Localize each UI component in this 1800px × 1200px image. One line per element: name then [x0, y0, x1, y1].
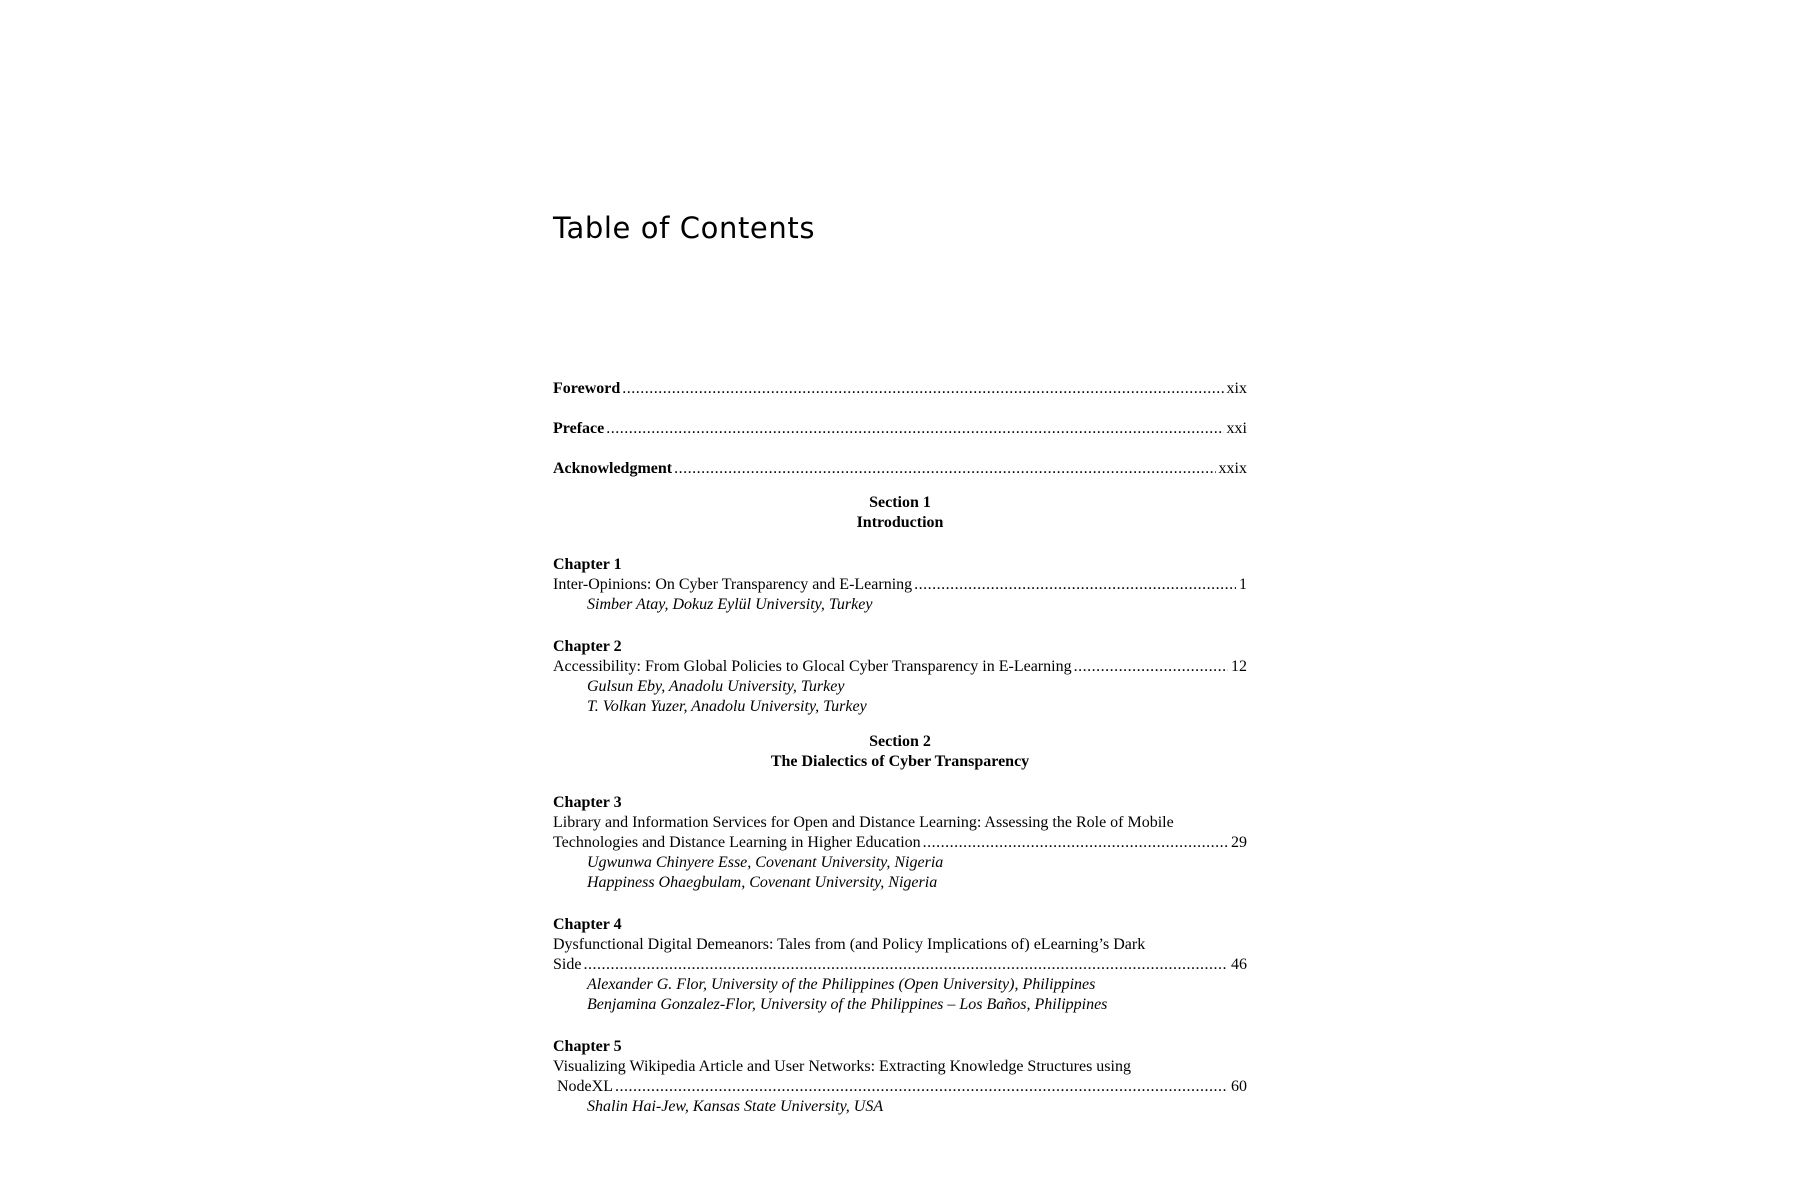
chapter-title-line — [553, 833, 1247, 853]
dot-leader — [583, 955, 1228, 975]
section-label: Section 2 — [869, 733, 931, 750]
toc-chapter-2[interactable] — [553, 637, 1247, 717]
chapter-label: Chapter 2 — [553, 638, 622, 655]
page-number: 12 — [1231, 658, 1247, 675]
section-title: The Dialectics of Cyber Transparency — [770, 753, 1030, 770]
chapter-title: Dysfunctional Digital Demeanors: Tales from (and Policy Implications of) eLearning’s Dark — [553, 936, 1146, 953]
dot-leader — [622, 379, 1223, 399]
page-title: Table of Contents — [553, 211, 816, 245]
dot-leader — [1074, 657, 1228, 677]
dot-leader — [923, 833, 1228, 853]
section-title: Introduction — [856, 514, 944, 531]
page-number: xxix — [1218, 460, 1247, 477]
chapter-author: Shalin Hai-Jew, Kansas State University, USA — [587, 1098, 884, 1115]
chapter-title-line — [553, 657, 1247, 677]
dot-leader — [606, 419, 1223, 439]
chapter-title: Visualizing Wikipedia Article and User Networks: Extracting Knowledge Structures using — [553, 1058, 1131, 1075]
chapter-title: Library and Information Services for Open and Distance Learning: Assessing the Role of Mobile — [553, 814, 1174, 831]
chapter-title-end: Technologies and Distance Learning in Higher Education — [553, 834, 921, 851]
entry-label: Foreword — [553, 380, 621, 397]
chapter-title-end: Side — [553, 956, 582, 973]
chapter-title: Inter-Opinions: On Cyber Transparency and E-Learning — [553, 576, 913, 593]
page-number: 29 — [1231, 834, 1247, 851]
chapter-title-line — [553, 955, 1247, 975]
chapter-label: Chapter 1 — [553, 556, 622, 573]
toc-chapter-3[interactable] — [553, 793, 1247, 893]
toc-chapter-5[interactable] — [553, 1037, 1247, 1117]
entry-label: Acknowledgment — [553, 460, 673, 477]
chapter-author: Happiness Ohaegbulam, Covenant University, Nigeria — [587, 874, 938, 891]
section-label: Section 1 — [869, 494, 931, 511]
chapter-author: Gulsun Eby, Anadolu University, Turkey — [587, 678, 845, 695]
chapter-label: Chapter 4 — [553, 916, 622, 933]
dot-leader — [914, 575, 1236, 595]
toc-entry-acknowledgment[interactable] — [553, 459, 1247, 479]
page-number: 46 — [1231, 956, 1247, 973]
page-number: 1 — [1239, 576, 1247, 593]
toc-chapter-4[interactable] — [553, 915, 1247, 1015]
page-number: xix — [1226, 380, 1247, 397]
chapter-author: Alexander G. Flor, University of the Philippines (Open University), Philippines — [587, 976, 1096, 993]
page-number: 60 — [1231, 1078, 1247, 1095]
chapter-author: Benjamina Gonzalez-Flor, University of the Philippines – Los Baños, Philippines — [587, 996, 1108, 1013]
section-heading — [553, 493, 1247, 533]
chapter-title: Accessibility: From Global Policies to Glocal Cyber Transparency in E-Learning — [553, 658, 1072, 675]
toc-entry-foreword[interactable] — [553, 379, 1247, 399]
chapter-author: T. Volkan Yuzer, Anadolu University, Turkey — [587, 698, 867, 715]
chapter-title-end: NodeXL — [557, 1078, 613, 1095]
chapter-label: Chapter 5 — [553, 1038, 622, 1055]
chapter-label: Chapter 3 — [553, 794, 622, 811]
toc-chapter-1[interactable] — [553, 555, 1247, 615]
chapter-author: Simber Atay, Dokuz Eylül University, Turkey — [587, 596, 873, 613]
dot-leader — [674, 459, 1215, 479]
chapter-title-line — [553, 1077, 1247, 1097]
section-heading — [553, 732, 1247, 772]
toc-entry-preface[interactable] — [553, 419, 1247, 439]
dot-leader — [615, 1077, 1228, 1097]
page-number: xxi — [1226, 420, 1247, 437]
toc-page — [553, 0, 1247, 1200]
entry-label: Preface — [553, 420, 605, 437]
chapter-title-line — [553, 575, 1247, 595]
chapter-author: Ugwunwa Chinyere Esse, Covenant University, Nigeria — [587, 854, 944, 871]
